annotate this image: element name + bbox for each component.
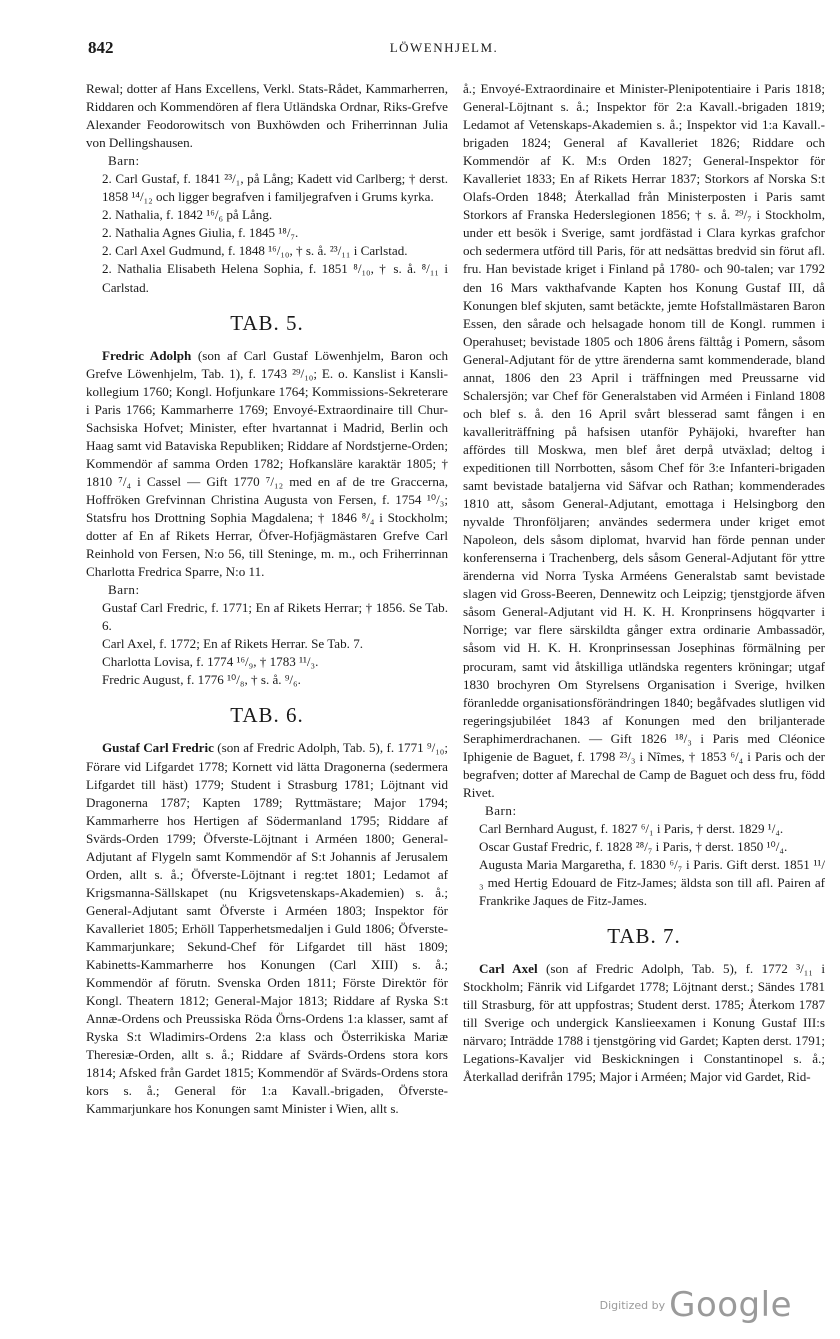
entry-text: (son af Carl Gustaf Löwenhjelm, Baron och Grefve Löwenhjelm, Tab. 1), f. 1743 ²⁹/₁₀; E. o. Kanslist i Kansli-kollegium 1760; Kongl. Hofjunkare 1764; Kommissions-Sekreterare i Paris 1766; Kammarherre 1769; Envoyé-Extraordinaire till Chur-Sachsiska Hofvet; Minister, efter hvartannat i Madrid, Berlin och Haag samt vid Bataviska Republiken; Riddare af Nordstjerne-Orden; Kommendör af samma Orden 1782; Hofkansläre karaktär 1805; † 1810 ⁷/₄ i Cassel — Gift 1770 ⁷/₁₂ med en af de tre Graccerna, Hoffröken Grefvinnan Christina Augusta von Fersen, f. 1754 ¹⁰/₃; Statsfru hos Drottning Sophia Magdalena; † 1846 ⁸/₄ i Stockholm; dotter af En af Rikets Herrar, Öfver-Hofjägmästaren Grefve Carl Reinhold von Fersen, N:o 56, till Steninge, m. m., och Friherrinnan Charlotta Fredrica Sparre, N:o 11. — [86, 347, 448, 580]
page-header — [88, 38, 800, 58]
person-name: Carl Axel — [479, 961, 538, 977]
child-entry: Carl Axel, f. 1772; En af Rikets Herrar. Se Tab. 7. — [102, 636, 364, 652]
left-column — [86, 80, 448, 1118]
child-entry: Carl Bernhard August, f. 1827 ⁶/₁ i Paris, † derst. 1829 ¹/₄. — [479, 820, 784, 836]
entry-carl-axel — [463, 960, 825, 1086]
entry-gustaf-carl-fredric — [86, 739, 448, 1118]
digitized-by-label: Digitized by — [599, 1298, 666, 1312]
paragraph-continuation: Rewal; dotter af Hans Excellens, Verkl. Stats-Rådet, Kammarherren, Riddaren och Kommendören af flera Utländska Ordnar, Riks-Grefve Alexander Feodorowitsch von Buxhöwden och Friherrinnan Julia von Dellingshausen. — [86, 81, 448, 151]
right-column — [463, 80, 825, 1086]
child-entry: Charlotta Lovisa, f. 1774 ¹⁶/₉, † 1783 ¹¹/₃. — [102, 654, 319, 670]
child-entry: 2. Nathalia Elisabeth Helena Sophia, f. 1851 ⁸/₁₀, † s. å. ⁸/₁₁ i Carlstad. — [102, 261, 448, 295]
child-entry: Fredric August, f. 1776 ¹⁰/₈, † s. å. ⁹/₆. — [102, 672, 301, 688]
digitized-watermark — [600, 1285, 792, 1325]
section-heading-tab-7: TAB. 7. — [607, 924, 681, 949]
running-head: LÖWENHJELM. — [389, 40, 499, 55]
children-heading: Barn: — [108, 153, 140, 169]
paragraph-continuation: å.; Envoyé-Extraordinaire et Minister-Plenipotentiaire i Paris 1818; General-Löjtnant s. å.; Inspektor för 2:a Kavall.-brigaden 1819; Ledamot af Vetenskaps-Akademien s. å.; Inspektor vid 1:a Kavall.-brigaden 1824; General af Kavalleriet 1826; Riddare och Kommendör af K. M:s Orden 1827; General-Inspektor för Kavalleriet 1833; En af Rikets Herrar 1837; Storkors af Norska S:t Olafs-Orden 1848; Återkallad från Ministerposten i Paris samt Storkors af Franska Hederslegionen 1856; † s. å. ²⁹/₇ i Stockholm, under ett besök i Sverige, samt jordfästad i Clara kyrkas grafchor och sedermera utförd till Paris, för att nedsättas bredvid sin förut afl. fru. Han bevistade kriget i Finland på 1780- och 90-talen; var 1792 den 16 Mars vakthafvande Kapten hos Konung Gustaf III, då Konungen blef skjuten, samt betäckte, jemte Hofstallmästaren Baron Essen, den sårade och helsagade honom till de Kongl. rummen i Operahuset; bevistade 1805 och 1806 årens fälttåg i Pomern, såsom General-Adjutant för de yttre ärenderna samt kommenderade, bland annat, 1806 den 23 April i träffningen med Preussarne vid Schalersjön; var Chef för Generalstaben vid Arméen i Finland 1808 och blef s. å. den 16 April svårt blesserad samt fången i en kavalleriträffning på hafsisen utanför Pyhäjoki, hvarefter han affördes till Moskwa, men blef året derpå utväxlad; deltog i expeditionen till Norrbotten, såsom Chef för 3:e Infanteri-brigaden samt bevistade bataljerna vid Säfvar och Rathan; kommenderades 1810 att, såsom General-Adjutant, emottaga i Helsingborg den nyvalde Thronföljaren; användes sedermera under kriget emot Napoleon, dels såsom diplomat, hvarvid han förde pennan under konferenserna i Trachenberg, dels såsom General-Adjutant för yttre ärenderna vid Norra Tyska Arméens Generalstab samt bevistade slagen vid Gross-Beeren, Dennewitz och Leipzig; tjenstgjorde äfven såsom General-Adjutant vid H. K. H. Kronprinsens högqvarter i Norrige; var flere särskildta gånger extra ordinarie Ambassadör, såsom vid H. K. H. Kronprinsessan Josephinas förmälning per procuram, samt vid åtskilliga utländska regenters kröningar; utgaf 1830 brochyren Om Styrelsens Organisation i Sverige, hvilken föranledde organisationsförändringen 1840; begåfvades slutligen vid regeringsjubiléet 1843 af Konungen med den briljanterade Seraphimerdrachanen. — Gift 1826 ¹⁸/₃ i Paris med Cléonice Iphigenie de Baguet, f. 1798 ²³/₃ i Nîmes, † 1853 ⁶/₄ i Paris och der begrafven; dotter af Marechal de Camp de Baguet och dess fru, född Rivet. — [463, 81, 825, 800]
children-heading: Barn: — [485, 802, 517, 818]
entry-text: (son af Fredric Adolph, Tab. 5), f. 1771 ⁹/₁₀; Förare vid Lifgardet 1778; Kornett vid lätta Dragonerna (sedermera Lifgardet till häst) 1779; Student i Strasburg 1781; Löjtnant vid Dragonerna 1787; Kapten 1789; Ryttmästare; Major 1794; Kammarherre hos Hertigen af Södermanland 1795; Riddare af Svärds-Orden 1799; Öfverste-Löjtnant i Arméen 1800; General-Adjutant af Flygeln samt Kommendör af S:t Johannis af Jerusalem Orden, allt s. å.; Öfverste-Löjtnant i reg:tet 1801; Ledamot af Krigsmanna-Sällskapet (nu Krigsvetenskaps-Akademien) s. å.; General-Adjutant samt Öfverste i Arméen 1803; Inspektor för Kavalleriet 1805; Erhöll Tapperhetsmedaljen i Guld 1806; Öfverste-Kammarjunkare; Sekund-Chef för Lifgardet till häst 1809; Kabinetts-Kammarherre hos Konungen (Carl XIII) s. å.; Kommendör af förutn. Svenska Orden 1811; Förste Direktör för Kongl. Theatern 1812; General-Major 1813; Riddare af Ryska S:t Annæ-Ordens och Preussiska Röda Örns-Ordens 1:a klasser, samt af Ryska S:t Wladimirs-Ordens 2:a klass och Österrikiska Mariæ Theresiæ-Orden, allt s. å.; Riddare af Svärds-Ordens stora kors 1814; Afsked från Gardet 1815; Kommendör af Svärds-Ordens stora kors s. å.; General för 1:a Kavall.-brigaden, Öfverste-Kammarjunkare hos Konungen samt Minister i Wien, allt s. — [86, 740, 448, 1117]
entry-fredric-adolph — [86, 347, 448, 582]
child-entry: 2. Nathalia, f. 1842 ¹⁶/₆ på Lång. — [102, 207, 273, 223]
child-entry: Gustaf Carl Fredric, f. 1771; En af Rikets Herrar; † 1856. Se Tab. 6. — [102, 600, 448, 634]
section-heading-tab-6: TAB. 6. — [230, 703, 304, 728]
child-entry: 2. Carl Gustaf, f. 1841 ²³/₁, på Lång; Kadett vid Carlberg; † derst. 1858 ¹⁴/₁₂ och ligger begrafven i familjegrafven i Grums kyrka. — [102, 171, 448, 205]
child-entry: 2. Nathalia Agnes Giulia, f. 1845 ¹⁸/₇. — [102, 225, 299, 241]
child-entry: Augusta Maria Margaretha, f. 1830 ⁶/₇ i Paris. Gift derst. 1851 ¹¹/₃ med Hertig Edouard de Fitz-James; äldsta son till afl. Pairen af Frankrike Jaques de Fitz-James. — [479, 857, 825, 909]
section-heading-tab-5: TAB. 5. — [230, 310, 304, 335]
children-heading: Barn: — [108, 582, 140, 598]
child-entry: Oscar Gustaf Fredric, f. 1828 ²⁸/₇ i Paris, † derst. 1850 ¹⁰/₄. — [479, 838, 788, 854]
entry-text: (son af Fredric Adolph, Tab. 5), f. 1772 ³/₁₁ i Stockholm; Fänrik vid Lifgardet 1778; Löjtnant derst.; Sändes 1781 till Strasburg, för att uppfostras; Student derst. 1785; Återkom 1787 till Sverige och undergick Kanslieexamen i Konung Gustaf III:s närvaro; Inträdde 1788 i tjenstgöring vid Gardet; Kapten derst. 1791; Legations-Kavaljer vid Beskickningen i Constantinopel s. å.; Återkallad derifrån 1795; Major i Arméen; Major vid Gardet, Rid- — [463, 961, 825, 1085]
child-entry: 2. Carl Axel Gudmund, f. 1848 ¹⁶/₁₀, † s. å. ²³/₁₁ i Carlstad. — [102, 243, 408, 259]
person-name: Gustaf Carl Fredric — [102, 740, 214, 756]
person-name: Fredric Adolph — [102, 347, 192, 363]
google-logo: Google — [669, 1285, 792, 1325]
page-number: 842 — [88, 38, 114, 57]
